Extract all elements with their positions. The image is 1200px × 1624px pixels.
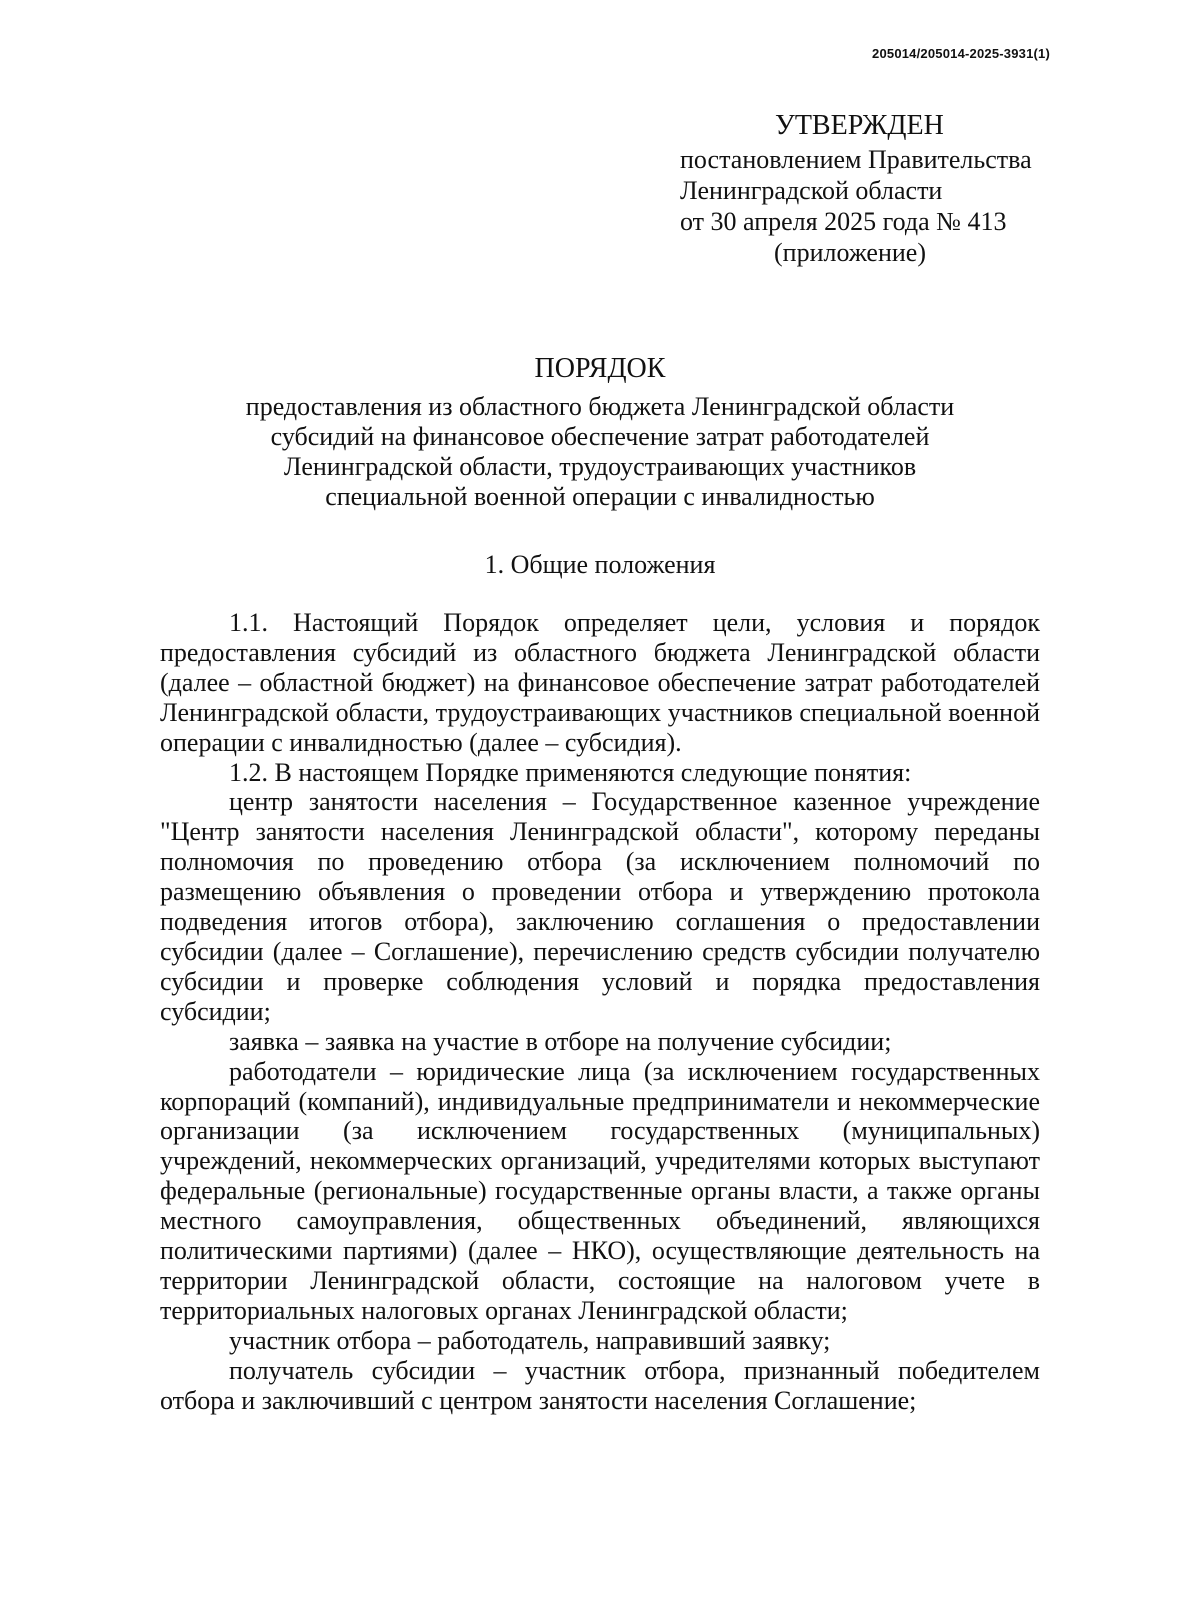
approval-line-3: от 30 апреля 2025 года № 413 xyxy=(680,207,1007,236)
approval-title: УТВЕРЖДЕН xyxy=(775,110,944,141)
order-subtitle-line: Ленинградской области, трудоустраивающих участников xyxy=(283,452,917,481)
document-body xyxy=(160,608,1040,1415)
approval-stamp xyxy=(680,108,1032,268)
order-subtitle-line: специальной военной операции с инвалидностью xyxy=(325,482,875,511)
section-heading: 1. Общие положения xyxy=(484,550,716,579)
document-id: 205014/205014-2025-3931(1) xyxy=(872,46,1050,61)
approval-appendix: (приложение) xyxy=(774,238,927,267)
order-subtitle-line: предоставления из областного бюджета Ленинградской области xyxy=(245,392,955,421)
order-subtitle-line: субсидий на финансовое обеспечение затрат работодателей xyxy=(270,422,930,451)
order-subtitle xyxy=(150,392,1050,512)
approval-line-2: Ленинградской области xyxy=(680,176,943,205)
definition-employment-center: центр занятости населения – Государственное казенное учреждение "Центр занятости населения Ленинградской области", которому переданы полномочия по проведению отбора (за исключением полномочий по размещению объявления о проведении отбора и утверждению протокола подведения итогов отбора), заключению соглашения о предоставлении субсидии (далее – Соглашение), перечислению средств субсидии получателю субсидии и проверке соблюдения условий и порядка предоставления субсидии; xyxy=(160,787,1040,1026)
paragraph-1-2: 1.2. В настоящем Порядке применяются следующие понятия: xyxy=(229,757,912,787)
approval-line-1: постановлением Правительства xyxy=(680,145,1032,174)
paragraph-1-1: 1.1. Настоящий Порядок определяет цели, условия и порядок предоставления субсидий из областного бюджета Ленинградской области (далее – областной бюджет) на финансовое обеспечение затрат работодателей Ленинградской области, трудоустраивающих участников специальной военной операции с инвалидностью (далее – субсидия). xyxy=(160,608,1040,757)
definition-application: заявка – заявка на участие в отборе на получение субсидии; xyxy=(229,1026,892,1056)
definition-selection-participant: участник отбора – работодатель, направивший заявку; xyxy=(229,1325,831,1355)
definition-subsidy-recipient: получатель субсидии – участник отбора, признанный победителем отбора и заключивший с центром занятости населения Соглашение; xyxy=(160,1355,1040,1415)
definition-employers: работодатели – юридические лица (за исключением государственных корпораций (компаний), индивидуальные предприниматели и некоммерческие организации (за исключением государственных (муниципальных) учреждений, некоммерческих организаций, учредителями которых выступают федеральные (региональные) государственные органы власти, а также органы местного самоуправления, общественных объединений, являющихся политическими партиями) (далее – НКО), осуществляющие деятельность на территории Ленинградской области, состоящие на налоговом учете в территориальных налоговых органах Ленинградской области; xyxy=(160,1056,1040,1325)
order-title: ПОРЯДОК xyxy=(534,353,666,384)
